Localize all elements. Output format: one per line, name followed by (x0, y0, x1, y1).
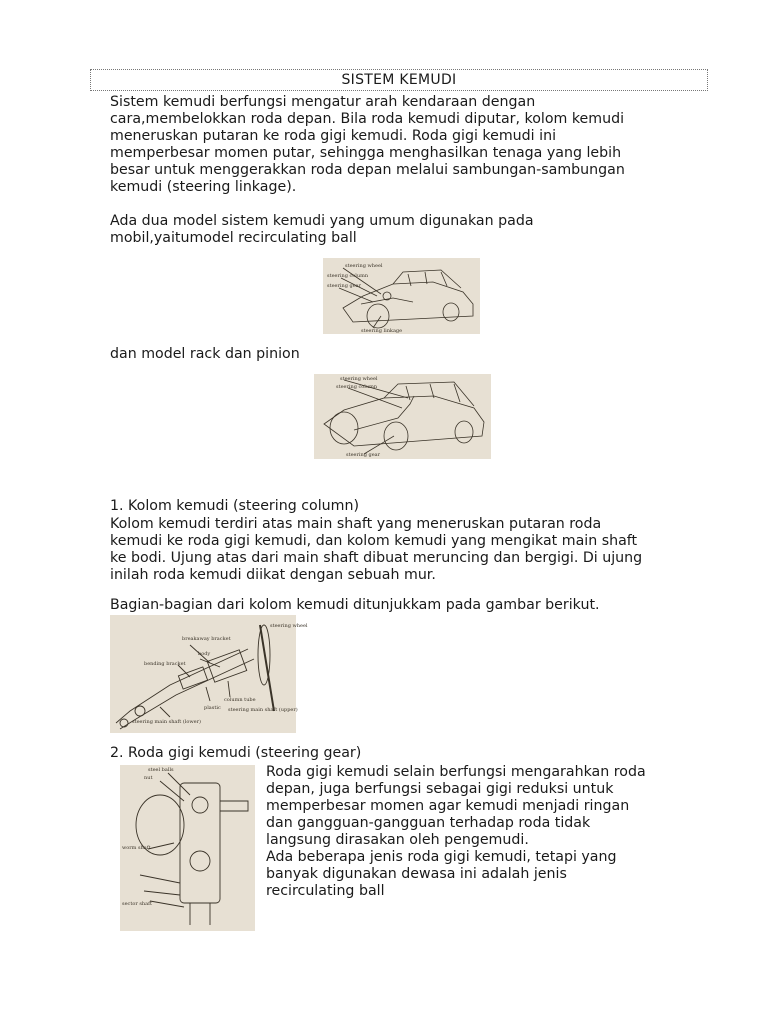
steering-column-figure (110, 615, 308, 733)
label-body: body (198, 651, 211, 657)
label-breakaway-bracket: breakaway bracket (182, 636, 231, 642)
label-steering-gear: steering gear (346, 452, 381, 458)
recirculating-ball-car-drawing (323, 258, 480, 334)
section1-heading: 1. Kolom kemudi (steering column) (110, 498, 359, 514)
label-steering-gear: steering gear (327, 283, 362, 289)
label-steering-column: steering column (336, 384, 378, 390)
section1-figure-caption: Bagian-bagian dari kolom kemudi ditunjukkam pada gambar berikut. (110, 597, 600, 613)
label-sector-shaft: sector shaft (122, 901, 152, 907)
label-steering-main-shaft-upper: steering main shaft (upper) (228, 707, 298, 713)
label-steering-wheel: steering wheel (270, 623, 308, 629)
steering-gear-drawing (120, 765, 255, 931)
rack-pinion-car-figure (314, 374, 491, 459)
section2-heading: 2. Roda gigi kemudi (steering gear) (110, 745, 362, 761)
label-worm-shaft: worm shaft (122, 845, 151, 851)
label-steering-linkage: steering linkage (361, 328, 403, 334)
steering-gear-figure (120, 765, 255, 931)
section2-body: Roda gigi kemudi selain berfungsi mengarahkan roda depan, juga berfungsi sebagai gigi reduksi untuk memperbesar momen agar kemudi menjadi ringan dan gangguan-gangguan terhadap roda tidak langsung dirasakan oleh pengemudi. Ada beberapa jenis roda gigi kemudi, tetapi yang banyak digunakan dewasa ini adalah jenis recirculating ball (266, 764, 646, 899)
recirculating-ball-car-figure (323, 258, 480, 334)
rack-pinion-car-drawing (314, 374, 491, 459)
section1-body: Kolom kemudi terdiri atas main shaft yang meneruskan putaran roda kemudi ke roda gigi kemudi, dan kolom kemudi yang mengikat main shaft ke bodi. Ujung atas dari main shaft dibuat meruncing dan bergigi. Di ujung inilah roda kemudi diikat dengan sebuah mur. (110, 516, 643, 583)
models-intro-paragraph: Ada dua model sistem kemudi yang umum digunakan pada mobil,yaitumodel recirculating ball (110, 213, 534, 246)
rack-pinion-intro: dan model rack dan pinion (110, 346, 300, 362)
label-steel-balls: steel balls (148, 767, 174, 773)
intro-paragraph: Sistem kemudi berfungsi mengatur arah kendaraan dengan cara,membelokkan roda depan. Bila roda kemudi diputar, kolom kemudi meneruskan putaran ke roda gigi kemudi. Roda gigi kemudi ini memperbesar momen putar, sehingga menghasilkan tenaga yang lebih besar untuk menggerakkan roda depan melalui sambungan-sambungan kemudi (steering linkage). (110, 94, 625, 195)
label-steering-wheel: steering wheel (345, 263, 383, 269)
document-title: SISTEM KEMUDI (90, 69, 708, 91)
label-steering-main-shaft-lower: steering main shaft (lower) (132, 719, 201, 725)
label-nut: nut (144, 775, 153, 781)
label-column-tube: column tube (224, 697, 256, 703)
label-bending-bracket: bending bracket (144, 661, 186, 667)
label-steering-column: steering column (327, 273, 369, 279)
steering-column-drawing (110, 615, 308, 733)
label-plastic: plastic (204, 705, 221, 711)
label-steering-wheel: steering wheel (340, 376, 378, 382)
